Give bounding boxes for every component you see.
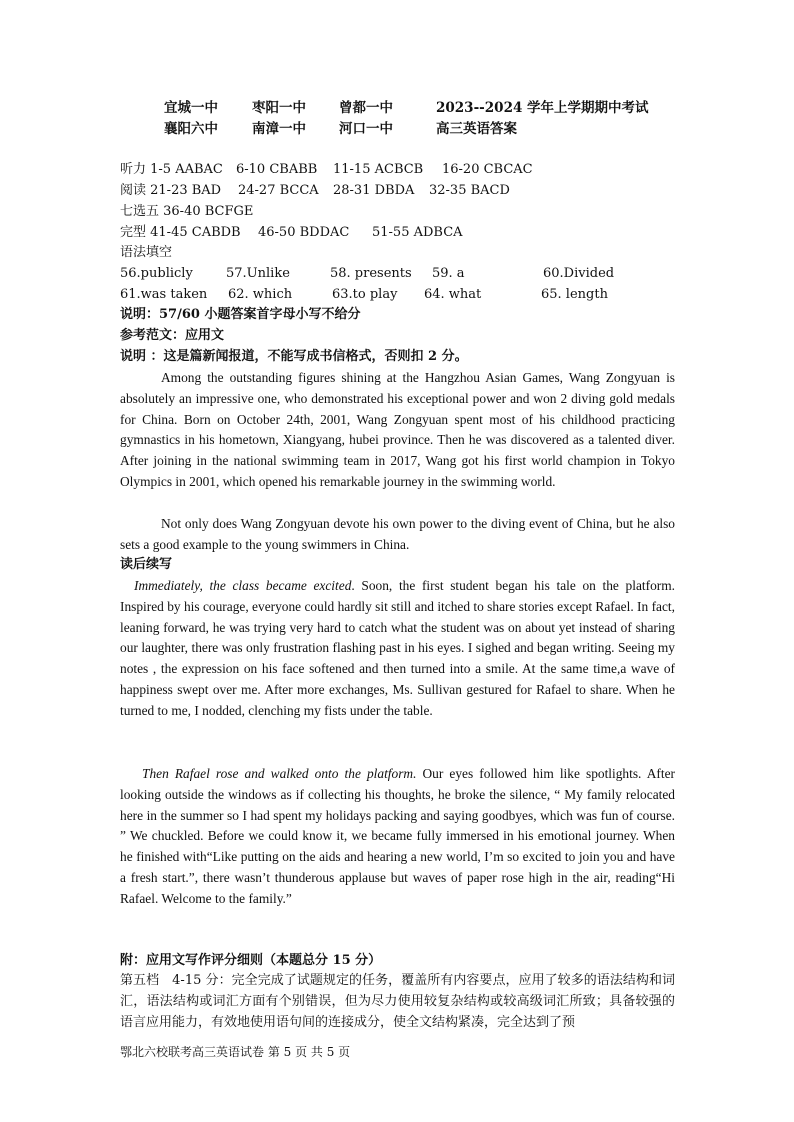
essay-paragraph-1: Among the outstanding figures shining at the Hangzhou Asian Games, Wang Zongyuan is absolutely an impressive one, who demonstrated his exceptional power and won 2 diving gold medals for China. Born on October 24th, 2001, Wang Zongyuan spent most of his childhood practicing gymnastics in his hometown, Xiangyang, hubei province. Then he was discovered as a talented diver. After joining in the national swimming team in 2017, Wang got his first world champion in Tokyo Olympics in 2001, which opened his remarkable journey in the swimming world. [120, 370, 675, 489]
school-zaoyang: 枣阳一中 [252, 100, 306, 116]
school-nanzhang: 南漳一中 [252, 121, 306, 137]
grammar-59: 59. a [432, 266, 465, 281]
cloze-51-55: 51-55 ADBCA [372, 225, 463, 240]
listening-6-10: 6-10 CBABB [236, 162, 318, 177]
reading-28-31: 28-31 DBDA [333, 183, 415, 198]
seven-choose-five-answers: 七选五 36-40 BCFGE [120, 204, 254, 219]
answer-title: 高三英语答案 [436, 121, 517, 137]
note-capitalization: 说明：57/60 小题答案首字母小写不给分 [120, 307, 361, 322]
cloze-46-50: 46-50 BDDAC [258, 225, 350, 240]
grammar-title: 语法填空 [120, 245, 173, 260]
school-xiangyang: 襄阳六中 [164, 121, 218, 137]
continuation-p2-lead: Then Rafael rose and walked onto the platform. [142, 766, 417, 781]
school-yicheng: 宜城一中 [164, 100, 218, 116]
grammar-56: 56.publicly [120, 266, 193, 281]
sample-essay-title: 参考范文：应用文 [120, 328, 225, 343]
continuation-paragraph-2 [120, 764, 675, 910]
continuation-p2-rest: Our eyes followed him like spotlights. After looking outside the windows as if collecting his thoughts, he broke the silence, “ My family relocated here in the summer so I had spent my holidays packing and saying goodbyes, which was fun of course. ” We chuckled. Before we could know it, we became fully immersed in his emotional journey. When he finished with“Like putting on the aids and hearing a new world, I’m so excited to join you and have a fresh start.”, there wasn’t thunderous applause but waves of paper rose high in the air, reading“Hi Rafael. Welcome to the family.” [120, 766, 675, 906]
continuation-paragraph-1 [120, 576, 675, 722]
school-hekou: 河口一中 [339, 121, 393, 137]
note-format: 说明 ：这是篇新闻报道，不能写成书信格式，否则扣 2 分。 [120, 349, 468, 364]
appendix-grading-text: 第五档 4-15 分：完全完成了试题规定的任务，覆盖所有内容要点，应用了较多的语法结构和词汇，语法结构或词汇方面有个别错误，但为尽力使用较复杂结构或较高级词汇所致；具备较强的语言应用能力，有效地使用语句间的连接成分，使全文结构紧凑，完全达到了预 [120, 973, 675, 1030]
appendix-title: 附：应用文写作评分细则（本题总分 15 分） [120, 953, 382, 968]
listening-1-5: 听力 1-5 AABAC [120, 162, 223, 177]
listening-11-15: 11-15 ACBCB [333, 162, 424, 177]
reading-32-35: 32-35 BACD [429, 183, 510, 198]
essay-paragraph-2: Not only does Wang Zongyuan devote his own power to the diving event of China, but he also sets a good example to the young swimmers in China. [120, 516, 675, 552]
continuation-title: 读后续写 [120, 557, 173, 572]
grammar-64: 64. what [424, 287, 482, 302]
grammar-57: 57.Unlike [226, 266, 290, 281]
reading-24-27: 24-27 BCCA [238, 183, 319, 198]
page-footer: 鄂北六校联考高三英语试卷 第 5 页 共 5 页 [120, 1045, 351, 1059]
grammar-60: 60.Divided [543, 266, 615, 281]
listening-16-20: 16-20 CBCAC [442, 162, 533, 177]
grammar-61: 61.was taken [120, 287, 208, 302]
cloze-41-45: 完型 41-45 CABDB [120, 225, 241, 240]
continuation-p1-rest: . Soon, the first student began his tale on the platform. Inspired by his courage, everyone could hardly sit still and itched to share stories except Rafael. In fact, leaning forward, he was trying very hard to catch what the student was on about yet instead of sharing our laughter, there was only frustration flashing past in his eyes. I sighed and began writing. Seeing my notes , the expression on his face softened and then turned into a smile. At the same time,a wave of happiness swept over me. After more exchanges, Ms. Sullivan gestured for Rafael to share. When he turned to me, I nodded, clenching my fists under the table. [120, 578, 675, 718]
grammar-65: 65. length [541, 287, 608, 302]
grammar-58: 58. presents [330, 266, 412, 281]
reading-21-23: 阅读 21-23 BAD [120, 183, 222, 198]
continuation-p1-lead: Immediately, the class became excited [134, 578, 352, 593]
grammar-62: 62. which [228, 287, 293, 302]
school-zengdu: 曾都一中 [339, 100, 393, 116]
grammar-63: 63.to play [332, 287, 398, 302]
exam-title: 2023--2024 学年上学期期中考试 [436, 100, 649, 116]
